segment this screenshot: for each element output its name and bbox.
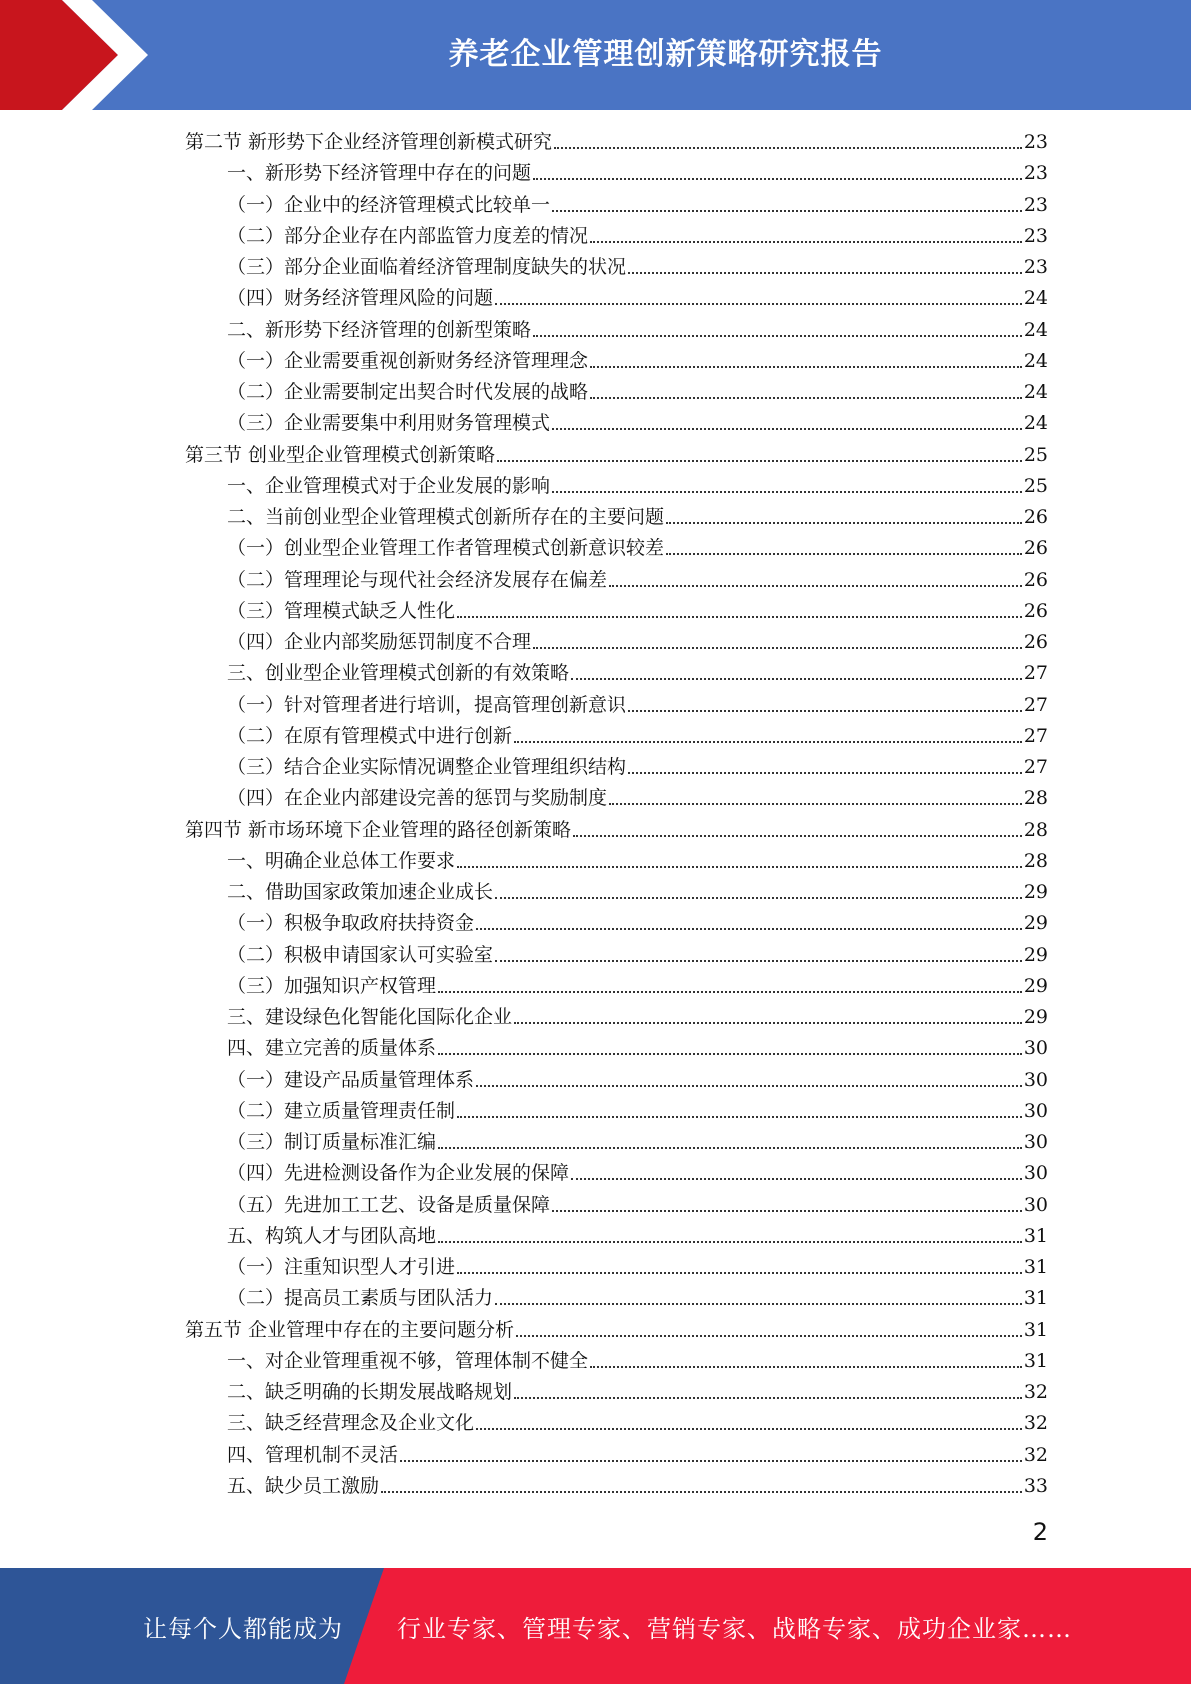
toc-dot-leader [590, 377, 1022, 408]
toc-dot-leader [400, 1440, 1022, 1471]
toc-entry[interactable] [185, 1408, 1048, 1439]
toc-entry-title: 三、创业型企业管理模式创新的有效策略 [227, 662, 570, 685]
toc-entry-page: 25 [1023, 443, 1048, 466]
toc-entry-page: 24 [1023, 287, 1048, 310]
toc-dot-leader [573, 815, 1022, 846]
toc-entry-page: 26 [1023, 631, 1048, 654]
toc-entry[interactable] [185, 190, 1048, 221]
toc-entry[interactable] [185, 721, 1048, 752]
toc-entry-title: （一）企业需要重视创新财务经济管理理念 [227, 349, 589, 372]
toc-dot-leader [495, 940, 1022, 971]
toc-entry-title: （三）部分企业面临着经济管理制度缺失的状况 [227, 256, 627, 279]
toc-entry-page: 26 [1023, 506, 1048, 529]
toc-entry-page: 26 [1023, 537, 1048, 560]
toc-entry[interactable] [185, 1315, 1048, 1346]
toc-entry-page: 28 [1023, 849, 1048, 872]
footer-banner [0, 1568, 1191, 1684]
toc-dot-leader [476, 1065, 1022, 1096]
toc-entry[interactable] [185, 252, 1048, 283]
toc-dot-leader [666, 502, 1022, 533]
toc-entry-page: 30 [1023, 1193, 1048, 1216]
toc-entry-title: （三）管理模式缺乏人性化 [227, 599, 456, 622]
toc-entry[interactable] [185, 940, 1048, 971]
toc-entry-page: 29 [1023, 943, 1048, 966]
header-banner [0, 0, 1191, 110]
toc-entry-title: （一）针对管理者进行培训，提高管理创新意识 [227, 693, 627, 716]
toc-entry[interactable] [185, 815, 1048, 846]
toc-dot-leader [571, 1158, 1022, 1189]
toc-entry-title: （二）积极申请国家认可实验室 [227, 943, 494, 966]
toc-entry-page: 28 [1023, 787, 1048, 810]
toc-entry-page: 24 [1023, 318, 1048, 341]
toc-entry-title: 第三节 创业型企业管理模式创新策略 [185, 443, 496, 466]
toc-entry-page: 31 [1023, 1318, 1048, 1341]
toc-entry-page: 32 [1023, 1443, 1048, 1466]
toc-entry[interactable] [185, 971, 1048, 1002]
toc-entry[interactable] [185, 565, 1048, 596]
toc-entry-page: 31 [1023, 1256, 1048, 1279]
toc-entry[interactable] [185, 1471, 1048, 1502]
toc-dot-leader [381, 1471, 1022, 1502]
toc-entry-page: 23 [1023, 193, 1048, 216]
toc-entry-title: 三、建设绿色化智能化国际化企业 [227, 1006, 513, 1029]
toc-entry-page: 30 [1023, 1037, 1048, 1060]
toc-dot-leader [514, 721, 1022, 752]
toc-entry-page: 32 [1023, 1412, 1048, 1435]
toc-dot-leader [457, 1252, 1022, 1283]
toc-dot-leader [666, 533, 1022, 564]
toc-entry-page: 27 [1023, 756, 1048, 779]
toc-dot-leader [495, 283, 1022, 314]
toc-entry-page: 31 [1023, 1349, 1048, 1372]
toc-entry[interactable] [185, 1221, 1048, 1252]
toc-entry-page: 30 [1023, 1162, 1048, 1185]
toc-entry-title: 二、当前创业型企业管理模式创新所存在的主要问题 [227, 506, 665, 529]
toc-entry-title: （三）企业需要集中利用财务管理模式 [227, 412, 551, 435]
toc-dot-leader [552, 408, 1022, 439]
toc-dot-leader [609, 783, 1022, 814]
toc-entry-title: 第五节 企业管理中存在的主要问题分析 [185, 1318, 515, 1341]
toc-entry-title: （二）建立质量管理责任制 [227, 1099, 456, 1122]
toc-entry-title: （二）在原有管理模式中进行创新 [227, 724, 513, 747]
footer-slogan-right: 行业专家、管理专家、营销专家、战略专家、成功企业家…… [397, 1614, 1072, 1643]
toc-entry-page: 31 [1023, 1287, 1048, 1310]
toc-entry-page: 30 [1023, 1099, 1048, 1122]
toc-entry-page: 25 [1023, 474, 1048, 497]
toc-dot-leader [554, 127, 1022, 158]
header-red-chevron-icon [0, 0, 150, 110]
toc-dot-leader [552, 1190, 1022, 1221]
toc-entry-title: 一、企业管理模式对于企业发展的影响 [227, 474, 551, 497]
toc-entry[interactable] [185, 502, 1048, 533]
toc-entry-page: 27 [1023, 724, 1048, 747]
toc-entry[interactable] [185, 440, 1048, 471]
toc-entry-page: 29 [1023, 881, 1048, 904]
toc-entry[interactable] [185, 377, 1048, 408]
toc-entry-title: 五、构筑人才与团队高地 [227, 1224, 437, 1247]
toc-entry-title: 五、缺少员工激励 [227, 1474, 380, 1497]
toc-entry-title: （三）加强知识产权管理 [227, 974, 437, 997]
toc-entry-page: 26 [1023, 599, 1048, 622]
toc-entry-page: 30 [1023, 1068, 1048, 1091]
toc-dot-leader [476, 1408, 1022, 1439]
toc-entry[interactable] [185, 877, 1048, 908]
toc-dot-leader [552, 471, 1022, 502]
toc-entry-page: 23 [1023, 256, 1048, 279]
toc-dot-leader [552, 190, 1022, 221]
toc-dot-leader [514, 1377, 1022, 1408]
toc-entry-page: 29 [1023, 912, 1048, 935]
toc-dot-leader [571, 658, 1022, 689]
toc-entry[interactable] [185, 1377, 1048, 1408]
toc-entry-title: （一）积极争取政府扶持资金 [227, 912, 475, 935]
toc-entry-page: 29 [1023, 974, 1048, 997]
toc-entry[interactable] [185, 283, 1048, 314]
toc-dot-leader [495, 877, 1022, 908]
toc-entry-title: （五）先进加工工艺、设备是质量保障 [227, 1193, 551, 1216]
toc-dot-leader [590, 1346, 1022, 1377]
toc-dot-leader [533, 315, 1022, 346]
toc-entry[interactable] [185, 408, 1048, 439]
toc-entry-title: （三）制订质量标准汇编 [227, 1131, 437, 1154]
toc-dot-leader [476, 908, 1022, 939]
document-title: 养老企业管理创新策略研究报告 [448, 37, 883, 72]
toc-entry[interactable] [185, 1252, 1048, 1283]
toc-entry-title: （二）提高员工素质与团队活力 [227, 1287, 494, 1310]
toc-entry-title: （二）部分企业存在内部监管力度差的情况 [227, 224, 589, 247]
table-of-contents [185, 127, 1048, 1502]
toc-dot-leader [628, 252, 1022, 283]
toc-dot-leader [438, 1221, 1022, 1252]
toc-dot-leader [457, 596, 1022, 627]
toc-entry-title: 四、建立完善的质量体系 [227, 1037, 437, 1060]
toc-entry[interactable] [185, 315, 1048, 346]
toc-entry-page: 33 [1023, 1474, 1048, 1497]
toc-entry[interactable] [185, 1283, 1048, 1314]
toc-entry[interactable] [185, 908, 1048, 939]
toc-dot-leader [457, 846, 1022, 877]
toc-entry[interactable] [185, 1096, 1048, 1127]
toc-entry[interactable] [185, 533, 1048, 564]
toc-entry-title: （四）财务经济管理风险的问题 [227, 287, 494, 310]
toc-entry-title: 二、新形势下经济管理的创新型策略 [227, 318, 532, 341]
footer-slogan-left: 让每个人都能成为 [143, 1614, 343, 1643]
toc-entry-title: （一）企业中的经济管理模式比较单一 [227, 193, 551, 216]
toc-dot-leader [533, 627, 1022, 658]
toc-entry-page: 24 [1023, 412, 1048, 435]
toc-dot-leader [514, 1002, 1022, 1033]
toc-entry-title: （四）先进检测设备作为企业发展的保障 [227, 1162, 570, 1185]
toc-dot-leader [590, 221, 1022, 252]
toc-entry-title: （四）在企业内部建设完善的惩罚与奖励制度 [227, 787, 608, 810]
toc-dot-leader [628, 752, 1022, 783]
toc-entry[interactable] [185, 1158, 1048, 1189]
toc-entry[interactable] [185, 221, 1048, 252]
toc-entry-page: 23 [1023, 224, 1048, 247]
toc-entry-page: 32 [1023, 1381, 1048, 1404]
toc-dot-leader [609, 565, 1022, 596]
toc-entry[interactable] [185, 1002, 1048, 1033]
toc-dot-leader [438, 1127, 1022, 1158]
toc-entry-page: 28 [1023, 818, 1048, 841]
toc-dot-leader [438, 1033, 1022, 1064]
toc-entry[interactable] [185, 1440, 1048, 1471]
toc-entry-title: （四）企业内部奖励惩罚制度不合理 [227, 631, 532, 654]
toc-entry-title: 第四节 新市场环境下企业管理的路径创新策略 [185, 818, 572, 841]
toc-entry-page: 24 [1023, 349, 1048, 372]
toc-entry-page: 30 [1023, 1131, 1048, 1154]
toc-entry[interactable] [185, 1190, 1048, 1221]
toc-entry[interactable] [185, 846, 1048, 877]
toc-entry-title: （一）注重知识型人才引进 [227, 1256, 456, 1279]
toc-entry-title: 三、缺乏经营理念及企业文化 [227, 1412, 475, 1435]
toc-entry[interactable] [185, 783, 1048, 814]
toc-dot-leader [590, 346, 1022, 377]
toc-entry-title: （二）管理理论与现代社会经济发展存在偏差 [227, 568, 608, 591]
toc-entry-title: 二、借助国家政策加速企业成长 [227, 881, 494, 904]
toc-entry-title: 二、缺乏明确的长期发展战略规划 [227, 1381, 513, 1404]
toc-entry-title: 第二节 新形势下企业经济管理创新模式研究 [185, 131, 553, 154]
toc-entry-title: 一、新形势下经济管理中存在的问题 [227, 162, 532, 185]
toc-entry[interactable] [185, 752, 1048, 783]
toc-entry-title: （三）结合企业实际情况调整企业管理组织结构 [227, 756, 627, 779]
toc-dot-leader [533, 158, 1022, 189]
toc-entry[interactable] [185, 158, 1048, 189]
toc-dot-leader [516, 1315, 1022, 1346]
toc-dot-leader [628, 690, 1022, 721]
toc-entry[interactable] [185, 1065, 1048, 1096]
toc-dot-leader [495, 1283, 1022, 1314]
toc-entry[interactable] [185, 346, 1048, 377]
toc-entry[interactable] [185, 1033, 1048, 1064]
toc-entry-page: 31 [1023, 1224, 1048, 1247]
toc-entry[interactable] [185, 627, 1048, 658]
toc-entry[interactable] [185, 596, 1048, 627]
toc-entry-page: 27 [1023, 662, 1048, 685]
toc-entry-page: 24 [1023, 381, 1048, 404]
toc-entry-title: （一）创业型企业管理工作者管理模式创新意识较差 [227, 537, 665, 560]
toc-entry-page: 29 [1023, 1006, 1048, 1029]
toc-entry-page: 23 [1023, 131, 1048, 154]
toc-dot-leader [457, 1096, 1022, 1127]
toc-entry[interactable] [185, 1346, 1048, 1377]
toc-entry-title: （一）建设产品质量管理体系 [227, 1068, 475, 1091]
toc-entry[interactable] [185, 127, 1048, 158]
toc-entry-page: 26 [1023, 568, 1048, 591]
toc-dot-leader [438, 971, 1022, 1002]
toc-entry-page: 27 [1023, 693, 1048, 716]
toc-entry-title: 一、对企业管理重视不够，管理体制不健全 [227, 1349, 589, 1372]
toc-entry-title: （二）企业需要制定出契合时代发展的战略 [227, 381, 589, 404]
toc-entry[interactable] [185, 471, 1048, 502]
toc-entry-title: 一、明确企业总体工作要求 [227, 849, 456, 872]
page-number: 2 [1032, 1518, 1048, 1546]
toc-entry[interactable] [185, 1127, 1048, 1158]
toc-entry[interactable] [185, 658, 1048, 689]
toc-dot-leader [497, 440, 1022, 471]
toc-entry-page: 23 [1023, 162, 1048, 185]
toc-entry[interactable] [185, 690, 1048, 721]
toc-entry-title: 四、管理机制不灵活 [227, 1443, 399, 1466]
